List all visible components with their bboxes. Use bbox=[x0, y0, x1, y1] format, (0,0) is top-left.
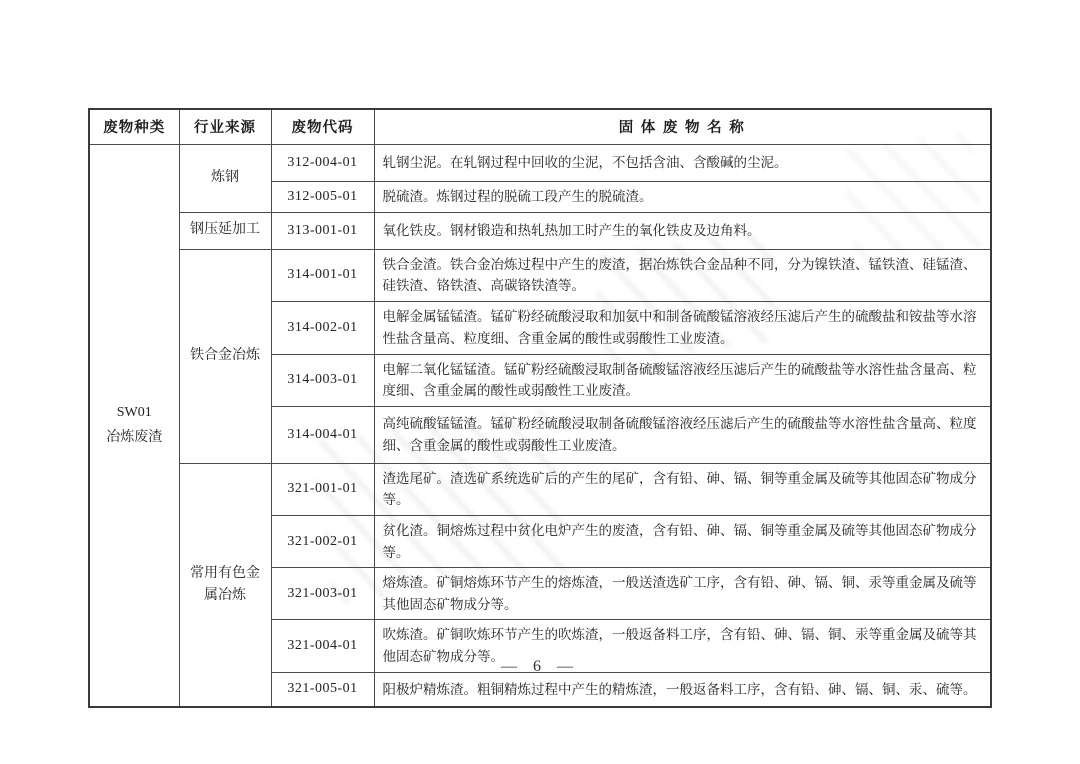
header-waste-category: 废物种类 bbox=[89, 109, 179, 144]
page-number: — 6 — bbox=[501, 658, 579, 675]
waste-code-cell: 314-001-01 bbox=[271, 249, 374, 301]
waste-name-cell: 高纯硫酸锰锰渣。锰矿粉经硫酸浸取制备硫酸锰溶液经压滤后产生的硫酸盐等水溶性盐含量高、粒度细、含重金属的酸性或弱酸性工业废渣。 bbox=[374, 406, 991, 463]
industry-cell-tiehejin: 铁合金冶炼 bbox=[179, 249, 271, 463]
waste-name-cell: 吹炼渣。矿铜吹炼环节产生的吹炼渣，一般返备料工序，含有铅、砷、镉、铜、汞等重金属及硫等其他固态矿物成分等。 bbox=[374, 620, 991, 672]
table-row bbox=[89, 212, 991, 249]
header-solid-waste-name: 固 体 废 物 名 称 bbox=[374, 109, 991, 144]
waste-code-cell: 312-004-01 bbox=[271, 144, 374, 181]
waste-name-cell: 电解二氧化锰锰渣。锰矿粉经硫酸浸取制备硫酸锰溶液经压滤后产生的硫酸盐等水溶性盐含量高、粒度细、含重金属的酸性或弱酸性工业废渣。 bbox=[374, 354, 991, 406]
industry-cell-gangyayan: 钢压延加工 bbox=[179, 212, 271, 249]
waste-name-cell: 贫化渣。铜熔炼过程中贫化电炉产生的废渣，含有铅、砷、镉、铜等重金属及硫等其他固态矿物成分等。 bbox=[374, 516, 991, 568]
waste-name-cell: 熔炼渣。矿铜熔炼环节产生的熔炼渣，一般送渣选矿工序，含有铅、砷、镉、铜、汞等重金属及硫等其他固态矿物成分等。 bbox=[374, 568, 991, 620]
table-header-row bbox=[89, 109, 991, 144]
waste-code-cell: 321-001-01 bbox=[271, 463, 374, 515]
waste-name-cell: 渣选尾矿。渣选矿系统选矿后的产生的尾矿，含有铅、砷、镉、铜等重金属及硫等其他固态矿物成分等。 bbox=[374, 463, 991, 515]
solid-waste-table bbox=[88, 108, 992, 708]
waste-code-cell: 312-005-01 bbox=[271, 181, 374, 212]
waste-name-cell: 轧钢尘泥。在轧钢过程中回收的尘泥，不包括含油、含酸碱的尘泥。 bbox=[374, 144, 991, 181]
waste-category-code: SW01 bbox=[116, 405, 152, 421]
waste-code-cell: 321-002-01 bbox=[271, 516, 374, 568]
waste-code-cell: 321-003-01 bbox=[271, 568, 374, 620]
waste-code-cell: 321-005-01 bbox=[271, 672, 374, 707]
waste-name-cell: 阳极炉精炼渣。粗铜精炼过程中产生的精炼渣，一般返备料工序，含有铅、砷、镉、铜、汞、硫等。 bbox=[374, 672, 991, 707]
waste-name-cell: 电解金属锰锰渣。锰矿粉经硫酸浸取和加氨中和制备硫酸锰溶液经压滤后产生的硫酸盐和铵盐等水溶性盐含量高、粒度细、含重金属的酸性或弱酸性工业废渣。 bbox=[374, 301, 991, 354]
table-row bbox=[89, 144, 991, 181]
waste-category-name: 冶炼废渣 bbox=[106, 430, 163, 446]
industry-cell-changyong-youse: 常用有色金属冶炼 bbox=[179, 463, 271, 707]
waste-name-cell: 铁合金渣。铁合金冶炼过程中产生的废渣，据冶炼铁合金品种不同，分为镍铁渣、锰铁渣、硅锰渣、硅铁渣、铬铁渣、高碳铬铁渣等。 bbox=[374, 249, 991, 301]
waste-category-cell bbox=[89, 144, 179, 707]
waste-code-cell: 314-004-01 bbox=[271, 406, 374, 463]
waste-code-cell: 314-002-01 bbox=[271, 301, 374, 354]
waste-code-cell: 314-003-01 bbox=[271, 354, 374, 406]
waste-code-cell: 321-004-01 bbox=[271, 620, 374, 672]
waste-name-cell: 氧化铁皮。钢材锻造和热轧热加工时产生的氧化铁皮及边角料。 bbox=[374, 212, 991, 249]
table-row bbox=[89, 249, 991, 301]
industry-cell-liangang: 炼钢 bbox=[179, 144, 271, 212]
header-industry-source: 行业来源 bbox=[179, 109, 271, 144]
header-waste-code: 废物代码 bbox=[271, 109, 374, 144]
waste-name-cell: 脱硫渣。炼钢过程的脱硫工段产生的脱硫渣。 bbox=[374, 181, 991, 212]
waste-code-cell: 313-001-01 bbox=[271, 212, 374, 249]
table-row bbox=[89, 463, 991, 515]
